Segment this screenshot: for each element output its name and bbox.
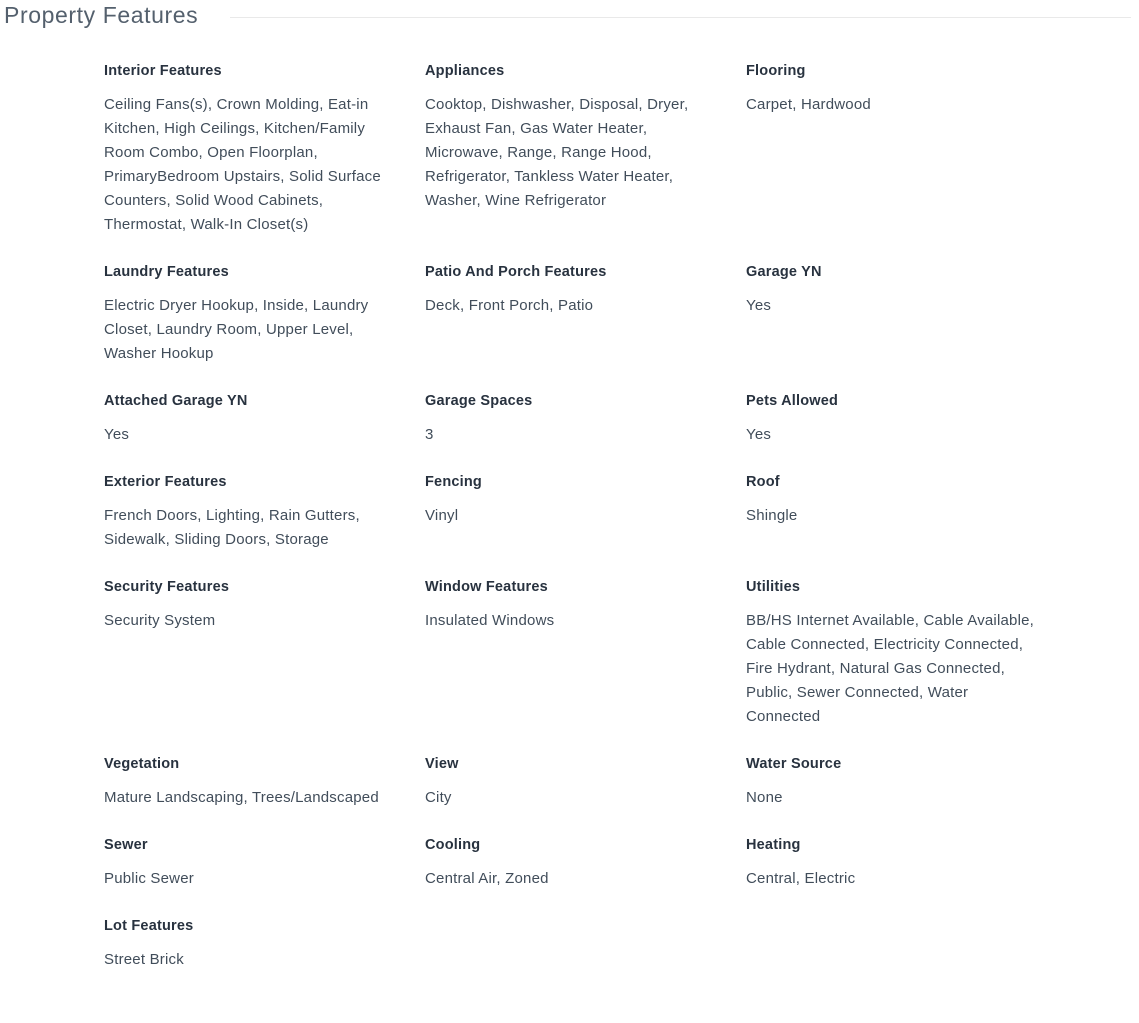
feature-cell [425,61,720,237]
feature-cell [746,754,1041,810]
feature-cell [746,835,1041,891]
feature-cell [746,577,1041,729]
feature-value: Vinyl [425,507,459,524]
feature-value: Public Sewer [104,870,194,887]
feature-cell [746,61,1041,237]
feature-label: Lot Features [104,918,194,934]
feature-label: Utilities [746,579,801,595]
feature-label: Laundry Features [104,264,229,280]
feature-cell [104,61,399,237]
feature-value: Yes [104,426,130,443]
feature-value: Yes [746,297,772,314]
feature-label: Garage Spaces [425,393,533,409]
feature-label: Fencing [425,474,482,490]
feature-cell [104,754,399,810]
feature-value: Deck, Front Porch, Patio [425,297,594,314]
feature-label: Appliances [425,63,505,79]
feature-label: Exterior Features [104,474,227,490]
feature-label: Interior Features [104,63,222,79]
feature-value: Central, Electric [746,870,856,887]
feature-value: Central Air, Zoned [425,870,549,887]
section-divider [230,17,1131,18]
feature-value: Mature Landscaping, Trees/Landscaped [104,789,379,806]
feature-cell [746,391,1041,447]
feature-label: Patio And Porch Features [425,264,607,280]
feature-label: Window Features [425,579,548,595]
feature-label: Heating [746,837,801,853]
feature-cell [425,391,720,447]
feature-cell [425,472,720,552]
feature-label: Roof [746,474,780,490]
feature-cell [104,391,399,447]
feature-label: Attached Garage YN [104,393,248,409]
feature-cell [104,835,399,891]
feature-value: Electric Dryer Hookup, Inside, Laundry Closet, Laundry Room, Upper Level, Washer Hookup [104,297,369,362]
page-title: Property Features [4,2,199,28]
feature-cell [425,577,720,729]
feature-label: Garage YN [746,264,822,280]
feature-cell [104,916,399,972]
feature-label: Sewer [104,837,148,853]
feature-label: View [425,756,459,772]
feature-cell [425,754,720,810]
feature-cell [425,262,720,366]
feature-label: Pets Allowed [746,393,839,409]
feature-cell [746,262,1041,366]
feature-label: Water Source [746,756,842,772]
section-header [0,0,1139,29]
feature-value: Carpet, Hardwood [746,96,871,113]
feature-value: BB/HS Internet Available, Cable Available, Cable Connected, Electricity Connected, Fire Hydrant, Natural Gas Connected, Public, Sewer Connected, Water Connected [746,612,1035,725]
feature-value: City [425,789,452,806]
feature-value: Street Brick [104,951,184,968]
feature-value: Shingle [746,507,798,524]
feature-cell [104,577,399,729]
feature-value: Yes [746,426,772,443]
feature-cell [104,262,399,366]
feature-value: Ceiling Fans(s), Crown Molding, Eat-in Kitchen, High Ceilings, Kitchen/Family Room Combo, Open Floorplan, PrimaryBedroom Upstairs, Solid Surface Counters, Solid Wood Cabinets, Thermostat, Walk-In Closet(s) [104,96,381,233]
feature-label: Security Features [104,579,230,595]
feature-value: 3 [425,426,434,443]
feature-value: French Doors, Lighting, Rain Gutters, Sidewalk, Sliding Doors, Storage [104,507,360,548]
feature-value: Cooktop, Dishwasher, Disposal, Dryer, Exhaust Fan, Gas Water Heater, Microwave, Range, Range Hood, Refrigerator, Tankless Water Heater, Washer, Wine Refrigerator [425,96,689,209]
features-grid [104,61,1079,972]
feature-label: Flooring [746,63,806,79]
feature-label: Vegetation [104,756,180,772]
feature-cell [746,472,1041,552]
feature-value: None [746,789,783,806]
feature-cell [425,835,720,891]
feature-cell [104,472,399,552]
feature-value: Insulated Windows [425,612,555,629]
feature-label: Cooling [425,837,481,853]
feature-value: Security System [104,612,216,629]
